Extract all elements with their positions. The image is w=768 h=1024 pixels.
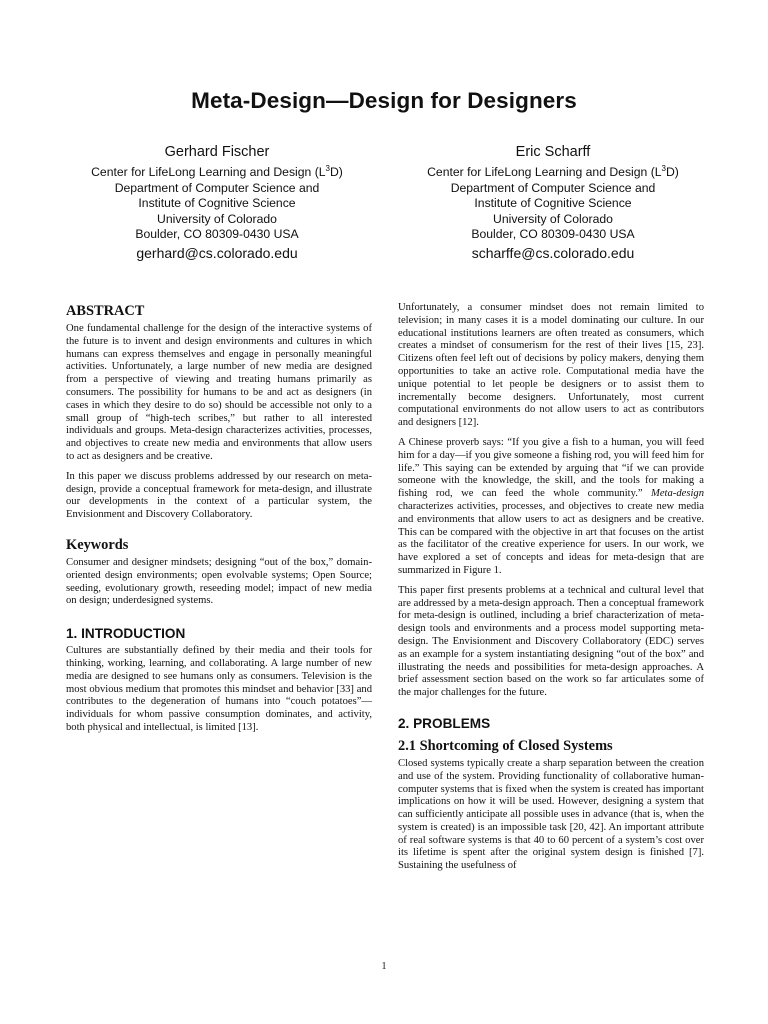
author-name: Eric Scharff <box>515 144 591 160</box>
author-email: gerhard@cs.colorado.edu <box>136 244 298 261</box>
author-affiliation-address: Boulder, CO 80309-0430 USA <box>471 227 635 241</box>
introduction-heading: 1. INTRODUCTION <box>66 626 186 642</box>
paper-title: Meta-Design—Design for Designers <box>191 88 577 113</box>
author-affiliation-institute: Institute of Cognitive Science <box>138 196 296 210</box>
author-block-scharff <box>393 143 713 262</box>
author-email: scharffe@cs.colorado.edu <box>471 244 635 261</box>
abstract-heading: ABSTRACT <box>66 303 145 319</box>
body-paragraph: A Chinese proverb says: “If you give a fish to a human, you will feed him for a day—if you give someone a fishing rod, you will feed him for life.” This saying can be extended by arguing that “if we can provide someone with the knowledge, the skill, and the tools for making a fishing rod, we can feed the whole community.” Meta-design characterizes activities, processes, and objectives to create new media and environments that allow users to act as designers and be creative. This can be compared with the objective in art that focuses on the artist as the facilitator of the creative experience for users. In our work, we have explored a set of concepts and ideas for meta-design that are summarized in Figure 1. <box>398 436 704 576</box>
emphasis-meta-design: Meta-design <box>651 488 704 500</box>
author-block-fischer <box>57 143 377 262</box>
author-name: Gerhard Fischer <box>164 144 270 160</box>
author-affiliation-dept: Department of Computer Science and <box>114 180 320 195</box>
right-column <box>398 302 704 880</box>
page-number: 1 <box>381 961 387 972</box>
author-affiliation-address: Boulder, CO 80309-0430 USA <box>135 227 299 241</box>
body-paragraph: This paper first presents problems at a technical and cultural level that are addressed by a meta-design approach. Then a conceptual framework for meta-design is outlined, including a brief characterization of meta-design tools and environments and a process model supporting meta-design. The Envisionment and Discovery Collaboratory (EDC) serves as an example for a system instantiating designing “out of the box” and illustrating the needs and possibilities for meta-design approaches. A brief assessment section based on the work so far articulates some of the major challenges for the future. <box>398 584 704 699</box>
author-affiliation-dept: Department of Computer Science and <box>450 180 656 195</box>
abstract-paragraph: One fundamental challenge for the design of the interactive systems of the future is to invent and design environments and cultures in which humans can express themselves and engage in personally meaningful activities. Unfortunately, a large number of new media are designed from a perspective of viewing and treating humans primarily as consumers. The possibility for humans to be and act as designers (in cases in which they desire to do so) should be accessible not only to a small group of “high-tech scribes,” but rather to all interested individuals and groups. Meta-design characterizes activities, processes, and objectives to create new media and environments that allow users to act as designers and be creative. <box>66 323 372 462</box>
author-affiliation-center: Center for LifeLong Learning and Design $(L^3D)$ <box>91 163 343 179</box>
keywords-heading: Keywords <box>66 536 129 553</box>
introduction-paragraph: Cultures are substantially defined by their media and their tools for thinking, working, learning, and collaborating. A large number of new media are designed to see humans only as consumers. Television is the most obvious medium that promotes this mindset and behavior [33] and contributes to the degeneration of humans into “couch potatoes”—individuals for whom passive consumption dominates, and activity, both physical and intellectual, is limited [13]. <box>66 645 372 733</box>
subsection-heading: 2.1 Shortcoming of Closed Systems <box>398 737 613 754</box>
author-affiliation-center: Center for LifeLong Learning and Design $(L^3D)$ <box>427 163 679 179</box>
left-column <box>66 303 372 742</box>
body-paragraph: Unfortunately, a consumer mindset does not remain limited to television; in many cases it is a model dominating our culture. In our educational institutions learners are often treated as consumers, which creates a mindset of consumerism for the rest of their lives [15, 23]. Citizens often feel left out of decisions by policy makers, denying them opportunities to take an active role. Computational media have the unique potential to let people be designers or to assist them to incrementally become designers. Unfortunately, most current computational environments do not allow users to act as contributors and designers [12]. <box>398 302 704 429</box>
author-affiliation-university: University of Colorado <box>493 211 613 226</box>
author-affiliation-university: University of Colorado <box>157 211 277 226</box>
author-affiliation-institute: Institute of Cognitive Science <box>474 196 632 210</box>
body-paragraph: Closed systems typically create a sharp separation between the creation and use of the system. Providing functionality of collaborative human-computer systems that is fixed when the system is created has important implications on how it will be used. However, designing a system that can sufficiently anticipate all possible uses in advance (that is, when the system is created) is an impossible task [20, 42]. An important attribute of real software systems is that 40 to 60 percent of a system’s cost over its lifetime is spent after the original system design is finished [7]. Sustaining the usefulness of <box>398 757 704 872</box>
problems-heading: 2. PROBLEMS <box>398 715 491 731</box>
keywords-text: Consumer and designer mindsets; designing “out of the box,” domain-oriented design environments; open evolvable systems; Open Source; seeding, evolutionary growth, reseeding model; impact of new media on design; underdesigned systems. <box>66 556 372 607</box>
abstract-paragraph: In this paper we discuss problems addressed by our research on meta-design, provide a conceptual framework for meta-design, and illustrate our developments in the context of a particular system, the Envisionment and Discovery Collaboratory. <box>66 470 372 521</box>
